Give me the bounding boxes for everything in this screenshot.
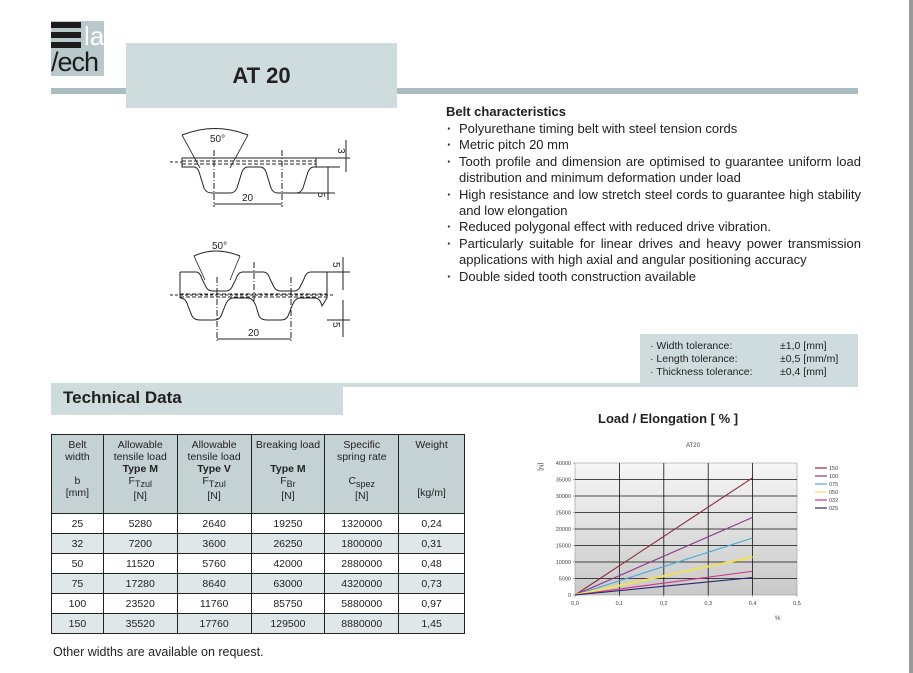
chart-title: AT20 xyxy=(686,443,700,449)
y-tick-label: 30000 xyxy=(555,494,571,500)
table-cell: 3600 xyxy=(177,534,251,554)
table-cell: 42000 xyxy=(251,554,325,574)
header-line: Breaking load xyxy=(255,439,321,451)
table-row xyxy=(52,534,465,554)
table-cell: 17280 xyxy=(103,574,177,594)
table-cell: 7200 xyxy=(103,534,177,554)
header-line: Belt xyxy=(68,439,87,451)
header-type: Type V xyxy=(197,463,231,475)
table-cell: 1,45 xyxy=(399,614,465,634)
tolerance-row xyxy=(650,366,858,379)
legend-label: 150 xyxy=(829,466,839,472)
x-tick-label: 0,3 xyxy=(704,601,713,607)
legend-label: 025 xyxy=(829,506,839,512)
header-subscript: spez xyxy=(356,479,376,489)
table-cell: 23520 xyxy=(103,594,177,614)
table-cell: 75 xyxy=(52,574,104,594)
header-symbol: F xyxy=(202,475,209,487)
header-symbol: F xyxy=(128,475,135,487)
legend-label: 050 xyxy=(829,490,839,496)
x-tick-label: 0,5 xyxy=(793,601,801,607)
belt-characteristics-heading: Belt characteristics xyxy=(446,104,566,119)
table-cell: 19250 xyxy=(251,514,325,534)
table-cell: 0,97 xyxy=(399,594,465,614)
y-tick-label: 10000 xyxy=(555,560,571,566)
header-line: Specific xyxy=(343,439,381,451)
header-type: Type M xyxy=(270,463,306,475)
tolerance-label: · Length tolerance: xyxy=(650,353,738,365)
table-row xyxy=(52,514,465,534)
table-cell: 32 xyxy=(52,534,104,554)
technical-data-heading: Technical Data xyxy=(63,388,182,407)
table-cell: 150 xyxy=(52,614,104,634)
header-symbol: F xyxy=(280,475,287,487)
list-item: · Tooth profile and dimension are optimised to guarantee uniform load distribution and minimum deformation under load xyxy=(446,154,861,187)
header-line: tensile load xyxy=(187,451,241,463)
x-tick-label: 0,1 xyxy=(615,601,624,607)
header-line: tensile load xyxy=(113,451,167,463)
table-cell: 1800000 xyxy=(325,534,399,554)
header-belt-width xyxy=(52,435,104,514)
tolerance-value: ±0,4 [mm] xyxy=(780,366,827,378)
table-cell: 0,31 xyxy=(399,534,465,554)
y-tick-label: 5000 xyxy=(558,576,571,583)
tolerance-value: ±1,0 [mm] xyxy=(780,340,827,352)
tolerance-value: ±0,5 [mm/m] xyxy=(780,353,839,365)
technical-data-table xyxy=(51,434,465,634)
table-cell: 63000 xyxy=(251,574,325,594)
table-cell: 5880000 xyxy=(325,594,399,614)
y-tick-label: 0 xyxy=(567,593,571,599)
list-item: · Double sided tooth construction available xyxy=(446,269,861,285)
belt-height-label: 3 xyxy=(335,148,346,154)
angle-label: 50° xyxy=(210,134,226,145)
header-line: Allowable xyxy=(117,439,163,451)
table-cell: 129500 xyxy=(251,614,325,634)
y-tick-label: 35000 xyxy=(555,477,571,484)
header-line: width xyxy=(65,451,90,463)
page-edge-bar xyxy=(909,0,913,673)
y-tick-label: 15000 xyxy=(555,543,571,550)
table-cell: 5280 xyxy=(103,514,177,534)
legend-label: 032 xyxy=(829,498,839,504)
table-cell: 0,73 xyxy=(399,574,465,594)
widths-note: Other widths are available on request. xyxy=(53,645,264,659)
header-breaking-load xyxy=(251,435,325,514)
list-item: · Particularly suitable for linear drives and heavy power transmission applications with high axial and angular positioning accuracy xyxy=(446,236,861,269)
bottom-height-label: 5 xyxy=(330,322,341,328)
y-tick-label: 40000 xyxy=(555,461,571,467)
logo xyxy=(51,21,104,76)
table-header-row xyxy=(52,435,465,514)
x-tick-label: 0,0 xyxy=(571,601,579,607)
tooth-height-label: 5 xyxy=(315,192,326,198)
tolerance-row xyxy=(650,353,858,366)
table-cell: 2880000 xyxy=(325,554,399,574)
logo-text-top: la xyxy=(84,21,104,51)
header-line: spring rate xyxy=(336,451,387,463)
header-unit: [kg/m] xyxy=(417,487,446,499)
load-elongation-chart xyxy=(530,430,860,625)
list-item: · Reduced polygonal effect with reduced drive vibration. xyxy=(446,219,861,235)
table-cell: 50 xyxy=(52,554,104,574)
table-cell: 8640 xyxy=(177,574,251,594)
header-allowable-v xyxy=(177,435,251,514)
list-item: · Polyurethane timing belt with steel tension cords xyxy=(446,121,861,137)
page-title: AT 20 xyxy=(232,62,291,88)
legend-label: 100 xyxy=(829,474,839,480)
header-line: Weight xyxy=(415,439,448,451)
header-allowable-m xyxy=(103,435,177,514)
legend-label: 075 xyxy=(829,482,839,488)
tolerance-label: · Thickness tolerance: xyxy=(650,366,753,378)
technical-data-header xyxy=(51,383,343,415)
table-cell: 11760 xyxy=(177,594,251,614)
table-cell: 1320000 xyxy=(325,514,399,534)
table-row xyxy=(52,594,465,614)
logo-stripe xyxy=(51,32,81,38)
header-unit: [N] xyxy=(281,490,295,502)
header-unit: [N] xyxy=(355,490,369,502)
single-belt-drawing xyxy=(160,120,360,220)
belt-profile xyxy=(182,158,316,193)
table-cell: 0,24 xyxy=(399,514,465,534)
list-item: · Metric pitch 20 mm xyxy=(446,137,861,153)
list-item: · High resistance and low stretch steel cords to guarantee high stability and low elongation xyxy=(446,187,861,220)
header-unit: [N] xyxy=(207,490,221,502)
table-cell: 100 xyxy=(52,594,104,614)
double-belt-drawing xyxy=(160,232,360,347)
table-row xyxy=(52,614,465,634)
header-symbol: C xyxy=(348,475,357,487)
header-subscript: Tzul xyxy=(208,479,226,489)
table-cell: 0,48 xyxy=(399,554,465,574)
y-tick-label: 25000 xyxy=(555,510,571,517)
table-cell: 17760 xyxy=(177,614,251,634)
tolerance-box xyxy=(640,334,858,387)
y-tick-label: 20000 xyxy=(555,527,571,533)
header-line: Allowable xyxy=(191,439,237,451)
angle-label: 50° xyxy=(212,241,228,252)
table-cell: 35520 xyxy=(103,614,177,634)
title-box xyxy=(126,43,397,108)
x-tick-label: 0,2 xyxy=(659,601,668,607)
table-cell: 8880000 xyxy=(325,614,399,634)
header-spring-rate xyxy=(325,435,399,514)
table-row xyxy=(52,554,465,574)
table-cell: 85750 xyxy=(251,594,325,614)
bottom-profile xyxy=(180,298,327,320)
header-unit: [N] xyxy=(133,490,147,502)
tolerance-row xyxy=(650,340,858,353)
table-cell: 26250 xyxy=(251,534,325,554)
logo-stripe xyxy=(51,22,81,28)
top-height-label: 5 xyxy=(330,262,341,268)
header-type: Type M xyxy=(122,463,158,475)
x-tick-label: 0,4 xyxy=(748,601,757,607)
table-cell: 11520 xyxy=(103,554,177,574)
logo-text-bottom: /ech xyxy=(51,47,99,76)
table-cell: 5760 xyxy=(177,554,251,574)
header-subscript: Br xyxy=(286,479,296,489)
table-cell: 2640 xyxy=(177,514,251,534)
table-row xyxy=(52,574,465,594)
chart-heading: Load / Elongation [ % ] xyxy=(598,411,739,426)
pitch-label: 20 xyxy=(242,193,254,204)
header-weight xyxy=(399,435,465,514)
table-cell: 4320000 xyxy=(325,574,399,594)
header-unit: [mm] xyxy=(65,487,90,499)
x-axis-label: % xyxy=(775,616,781,622)
tolerance-label: · Width tolerance: xyxy=(650,340,733,352)
header-subscript: Tzul xyxy=(134,479,152,489)
header-symbol: b xyxy=(74,475,81,487)
table-cell: 25 xyxy=(52,514,104,534)
pitch-label: 20 xyxy=(248,328,260,339)
belt-characteristics-list xyxy=(446,121,861,285)
y-axis-label: [N] xyxy=(537,463,543,471)
